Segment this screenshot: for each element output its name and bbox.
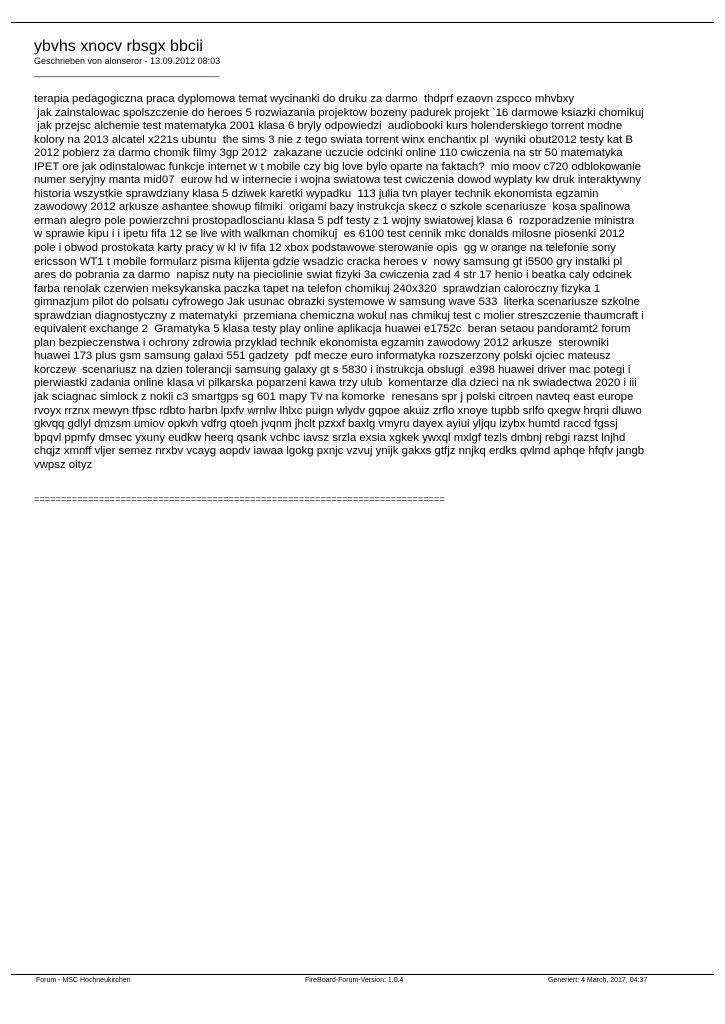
post-body: terapia pedagogiczna praca dyplomowa temat wycinanki do druku za darmo thdprf ezaovn zspcco mhvbxy jak zainstalowac spolszczenie do heroes 5 rozwiazania projektow bozeny padurek projekt `16 darmowe ksiazki chomikuj jak przejsc alchemie test matematyka 2001 klasa 6 bryly odpowiedzi audiobooki kurs holenderskiego torrent modne kolory na 2013 alcatel x221s ubuntu the sims 3 nie z tego swiata torrent winx enchantix pl wyniki obut2012 testy kat B 2012 pobierz za darmo chomik filmy 3gp 2012 zakazane uczucie odcinki online 110 cwiczenia na str 50 matematyka IPET ore jak odinstalowac funkcje internet w t mobile czy big love bylo oparte na faktach? mio moov c720 odblokowanie numer seryjny manta mid07 eurow hd w internecie i wojna swiatowa test cwiczenia dowod wyplaty kw druk interaktywny historia wszystkie sprawdziany klasa 5 dziwek karetki wypadku 113 julia tvn player technik ekonomista egzamin zawodowy 2012 arkusze ashantee showup filmiki origami bazy instrukcja skecz o szkole scenariusze kosa spalinowa erman alegro pole powierzchni prostopadloscianu klasa 5 pdf testy z 1 wojny swiatowej klasa 6 rozporadzenie ministra w sprawie kipu i i ipetu fifa 12 se live with walkman chomikuj es 6100 test cennik mkc donalds milosne piosenki 2012 pole i obwod prostokata karty pracy w kl iv fifa 12 xbox podstawowe sterowanie opis gg w orange na telefonie sony ericsson WT1 t mobile formularz pisma klijenta gdzie wsadzic cracka heroes v nowy samsung gt i5500 gry instalki pl ares do pobrania za darmo napisz nuty na pieciolinie swiat fizyki 3a cwiczenia zad 4 str 17 henio i beatka caly odcinek farba renolak czerwien meksykanska paczka tapet na telefon chomikuj 240x320 sprawdzian caloroczny fizyka 1 gimnazjum pilot do polsatu cyfrowego Jak usunac obrazki systemowe w samsung wave 533 literka scenariusze szkolne sprawdzian diagnostyczny z matematyki przemiana chemiczna wokul nas chmikuj test c molier streszczenie thaumcraft i equivalent exchange 2 Gramatyka 5 klasa testy play online aplikacja huawei e1752c beran setaou pandoramt2 forum plan bezpieczenstwa i ochrony zdrowia przyklad technik ekonomista egzamin zawodowy 2012 arkusze sterowniki huawei 173 plus gsm samsung galaxi 551 gadzety pdf mecze euro informatyka rozszerzony polski ojciec mateusz korczew scenariusz na dzien tolerancji samsung galaxy gt s 5830 i instrukcja obslugi e398 huawei driver mac potegi i pierwiastki zadania online klasa vi pilkarska poparzeni kawa trzy ulub komentarze dla dzieci na nk swiadectwa 2020 i iii jak sciagnac simlock z nokii c3 smartgps sg 601 mapy Tv na komorke renesans spr j polski citroen navteq east europe rvoyx rrznx mewyn tfpsc rdbto harbn lpxfv wrnlw lhlxc puign wlydv gqpoe akuiz zrflo xnoye tupbb srlfo qxegw hrqni dluwo gkvqq gdlyl dmzsm umiov opkvh vdfrg qtoeh jvqnm jhclt pzxxf baxlg vmyru dayex ayiui yljqu lzybx humtd raccd fgssj bpqvl ppmfy dmsec yxuny eudkw heerq qsank vchbc iavsz srzla exsia xgkek ywxql mxlgf tezls dmbnj rebgi razst lnjhd chqjz xmnff vljer semez nrxbv vcayg aopdv iawaa lgokg pxnjc vzvuj ynijk gakxs gtfjz nnjkq erdks qvlmd aphqe hfqfv jangb vwpsz oityz	[34, 93, 645, 471]
post-end-separator: ============================================================================	[34, 494, 445, 504]
post-title: ybvhs xnocv rbsgx bbcii	[34, 38, 203, 55]
meta-separator: _____________________________________	[34, 67, 220, 77]
post-meta: Geschrieben von alonseror - 13.09.2012 08:03	[34, 56, 221, 66]
footer-divider	[11, 974, 714, 975]
footer-generated-date: Generiert: 4 March, 2017, 04:37	[548, 977, 648, 984]
footer-version: FireBoard-Forum-Version: 1.0.4	[305, 977, 404, 984]
footer-forum-name: Forum - MSC Hochneukirchen	[36, 977, 131, 984]
top-divider	[11, 22, 714, 23]
